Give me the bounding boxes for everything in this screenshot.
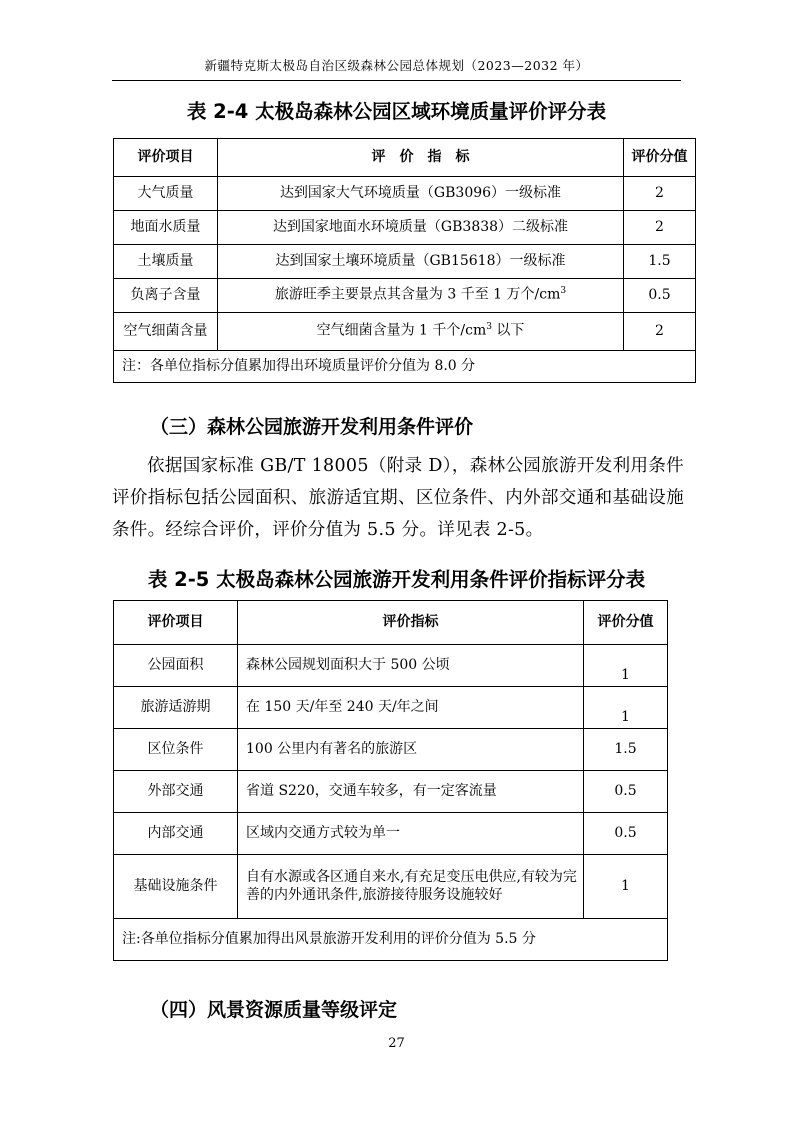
row-indicator: 100 公里内有著名的旅游区 bbox=[238, 729, 584, 771]
row-score: 0.5 bbox=[584, 771, 668, 813]
page-number: 27 bbox=[388, 1036, 405, 1051]
row-item: 内部交通 bbox=[114, 813, 238, 855]
row-score: 1.5 bbox=[624, 245, 696, 279]
row-item: 旅游适游期 bbox=[114, 687, 238, 729]
column-header-item: 评价项目 bbox=[114, 139, 218, 177]
table-row bbox=[114, 177, 696, 211]
column-header-item: 评价项目 bbox=[114, 601, 238, 645]
column-header-score: 评价分值 bbox=[584, 601, 668, 645]
running-header: 新疆特克斯太极岛自治区级森林公园总体规划（2023—2032 年） bbox=[204, 58, 589, 73]
table-row bbox=[114, 279, 696, 313]
row-score: 1 bbox=[584, 687, 668, 729]
row-item: 区位条件 bbox=[114, 729, 238, 771]
column-header-indicator: 评 价 指 标 bbox=[218, 139, 624, 177]
row-score: 0.5 bbox=[584, 813, 668, 855]
row-indicator bbox=[218, 279, 624, 313]
row-score: 1 bbox=[584, 645, 668, 687]
table-row bbox=[114, 645, 668, 687]
section-4-heading: （四）风景资源质量等级评定 bbox=[150, 999, 398, 1021]
table-note: 注:各单位指标分值累加得出风景旅游开发利用的评价分值为 5.5 分 bbox=[114, 919, 668, 961]
row-item: 地面水质量 bbox=[114, 211, 218, 245]
superscript: 3 bbox=[486, 322, 492, 333]
row-indicator: 达到国家地面水环境质量（GB3838）二级标准 bbox=[218, 211, 624, 245]
row-indicator: 省道 S220，交通车较多，有一定客流量 bbox=[238, 771, 584, 813]
environment-quality-table bbox=[113, 138, 696, 383]
row-score: 1.5 bbox=[584, 729, 668, 771]
table-row bbox=[114, 687, 668, 729]
row-indicator: 达到国家土壤环境质量（GB15618）一级标准 bbox=[218, 245, 624, 279]
section-3-paragraph: 依据国家标准 GB/T 18005（附录 D），森林公园旅游开发利用条件评价指标包括公园面积、旅游适宜期、区位条件、内外部交通和基础设施条件。经综合评价，评价分值为 5.5 分。详见表 2-5。 bbox=[112, 456, 684, 540]
row-indicator: 在 150 天/年至 240 天/年之间 bbox=[238, 687, 584, 729]
table-2-5-title: 表 2-5 太极岛森林公园旅游开发利用条件评价指标评分表 bbox=[147, 568, 646, 591]
table-2-4-title: 表 2-4 太极岛森林公园区域环境质量评价评分表 bbox=[186, 100, 607, 123]
row-score: 2 bbox=[624, 211, 696, 245]
table-row bbox=[114, 771, 668, 813]
row-indicator bbox=[218, 313, 624, 351]
indicator-tail: 以下 bbox=[491, 323, 525, 340]
row-indicator: 达到国家大气环境质量（GB3096）一级标准 bbox=[218, 177, 624, 211]
row-score: 2 bbox=[624, 177, 696, 211]
row-item: 空气细菌含量 bbox=[114, 313, 218, 351]
table-row bbox=[114, 245, 696, 279]
row-score: 1 bbox=[584, 855, 668, 919]
column-header-score: 评价分值 bbox=[624, 139, 696, 177]
row-item: 大气质量 bbox=[114, 177, 218, 211]
indicator-text: 空气细菌含量为 1 千个/cm bbox=[316, 323, 487, 340]
table-row bbox=[114, 313, 696, 351]
table-note: 注：各单位指标分值累加得出环境质量评价分值为 8.0 分 bbox=[114, 351, 696, 383]
row-indicator: 自有水源或各区通自来水,有充足变压电供应,有较为完善的内外通讯条件,旅游接待服务设施较好 bbox=[238, 855, 584, 919]
row-indicator: 区域内交通方式较为单一 bbox=[238, 813, 584, 855]
table-row bbox=[114, 729, 668, 771]
header-rule bbox=[112, 80, 681, 81]
column-header-indicator: 评价指标 bbox=[238, 601, 584, 645]
table-row bbox=[114, 211, 696, 245]
row-item: 土壤质量 bbox=[114, 245, 218, 279]
table-row bbox=[114, 813, 668, 855]
row-indicator: 森林公园规划面积大于 500 公顷 bbox=[238, 645, 584, 687]
indicator-text: 旅游旺季主要景点其含量为 3 千至 1 万个/cm bbox=[274, 287, 561, 304]
section-3-heading: （三）森林公园旅游开发利用条件评价 bbox=[150, 416, 474, 438]
row-item: 负离子含量 bbox=[114, 279, 218, 313]
superscript: 3 bbox=[560, 286, 567, 297]
row-score: 2 bbox=[624, 313, 696, 351]
table-row bbox=[114, 855, 668, 919]
row-item: 基础设施条件 bbox=[114, 855, 238, 919]
row-score: 0.5 bbox=[624, 279, 696, 313]
row-item: 公园面积 bbox=[114, 645, 238, 687]
tourism-conditions-table bbox=[113, 600, 668, 961]
row-item: 外部交通 bbox=[114, 771, 238, 813]
